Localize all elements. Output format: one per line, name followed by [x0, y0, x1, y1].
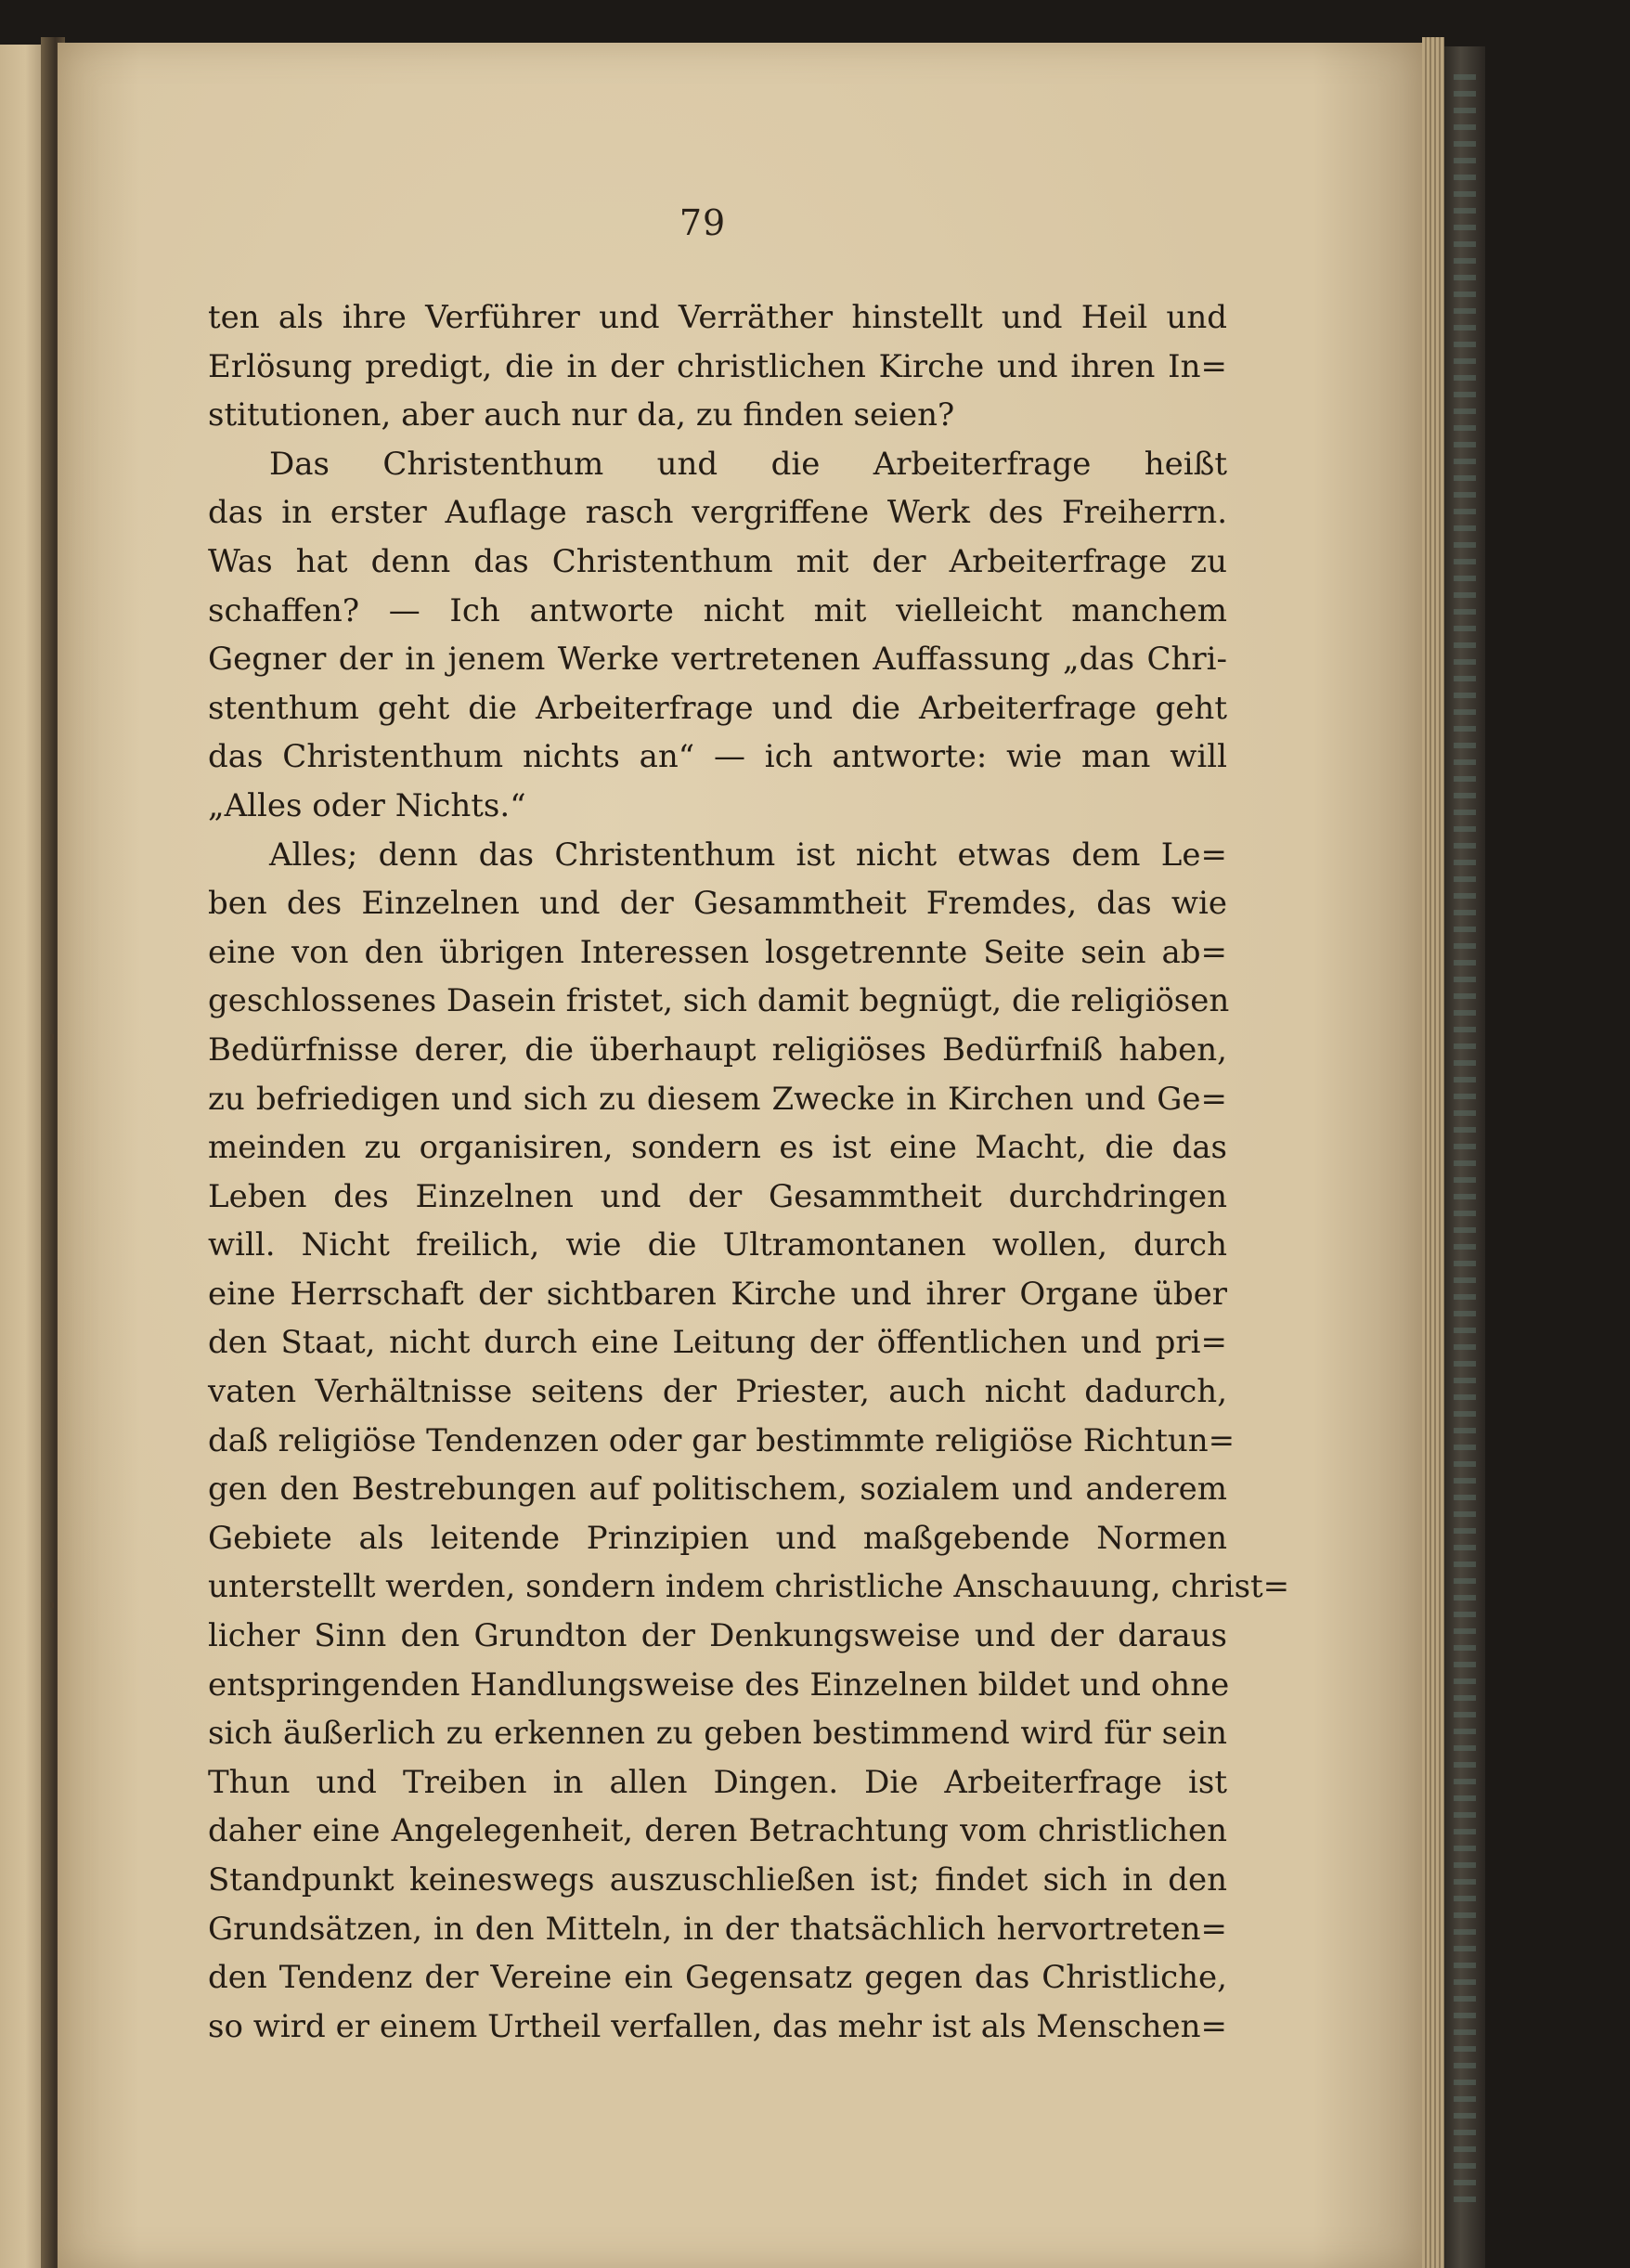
text-line: Das Christenthum und die Arbeiterfrage heißt — [269, 445, 1227, 483]
book-cover — [1444, 46, 1485, 2268]
text-line: Thun und Treiben in allen Dingen. Die Arbeiterfrage ist — [208, 1763, 1227, 1801]
text-line: entspringenden Handlungsweise des Einzelnen bildet und ohne — [208, 1665, 1230, 1704]
text-line: sich äußerlich zu erkennen zu geben bestimmend wird für sein — [208, 1715, 1227, 1753]
text-line: Alles; denn das Christenthum ist nicht etwas dem Le= — [269, 836, 1227, 874]
text-line: Grundsätzen, in den Mitteln, in der thatsächlich hervortreten= — [208, 1910, 1227, 1948]
text-line: das Christenthum nichts an“ — ich antworte: wie man will — [208, 738, 1227, 776]
text-line: zu befriedigen und sich zu diesem Zwecke in Kirchen und Ge= — [208, 1080, 1227, 1118]
text-line: unterstellt werden, sondern indem christliche Anschauung, christ= — [208, 1568, 1290, 1606]
text-line: Gegner der in jenem Werke vertretenen Auffassung „das Chri- — [208, 641, 1227, 679]
text-line: daß religiöse Tendenzen oder gar bestimmte religiöse Richtun= — [208, 1421, 1235, 1459]
text-line: den Tendenz der Vereine ein Gegensatz gegen das Christliche, — [208, 1959, 1227, 1997]
text-line: Erlösung predigt, die in der christlichen Kirche und ihren In= — [208, 347, 1227, 385]
text-line: eine von den übrigen Interessen losgetrennte Seite sein ab= — [208, 933, 1227, 971]
page-number: 79 — [679, 202, 727, 243]
text-line: will. Nicht freilich, wie die Ultramontanen wollen, durch — [208, 1226, 1227, 1264]
text-line: Standpunkt keineswegs auszuschließen ist; findet sich in den — [208, 1861, 1227, 1899]
text-line: stitutionen, aber auch nur da, zu finden seien? — [208, 396, 955, 434]
previous-page-edge — [0, 45, 46, 2268]
text-line: den Staat, nicht durch eine Leitung der öffentlichen und pri= — [208, 1324, 1227, 1362]
text-line: daher eine Angelegenheit, deren Betrachtung vom christlichen — [208, 1812, 1227, 1850]
text-line: so wird er einem Urtheil verfallen, das mehr ist als Menschen= — [208, 2007, 1227, 2045]
body-text — [208, 293, 1290, 2051]
text-line: ten als ihre Verführer und Verräther hinstellt und Heil und — [208, 299, 1227, 336]
text-line: vaten Verhältnisse seitens der Priester, auch nicht dadurch, — [208, 1373, 1227, 1411]
text-line: Leben des Einzelnen und der Gesammtheit durchdringen — [208, 1177, 1227, 1215]
text-line: gen den Bestrebungen auf politischem, sozialem und anderem — [208, 1471, 1227, 1509]
text-line: meinden zu organisiren, sondern es ist eine Macht, die das — [208, 1129, 1227, 1167]
margin-mark — [50, 1602, 54, 1608]
text-line: „Alles oder Nichts.“ — [208, 786, 526, 824]
text-line: Bedürfnisse derer, die überhaupt religiöses Bedürfniß haben, — [208, 1030, 1227, 1069]
text-line: licher Sinn den Grundton der Denkungsweise und der daraus — [208, 1617, 1227, 1655]
page-edges — [1422, 37, 1444, 2268]
book-page — [58, 43, 1422, 2268]
text-line: geschlossenes Dasein fristet, sich damit begnügt, die religiösen — [208, 982, 1230, 1020]
text-line: Gebiete als leitende Prinzipien und maßgebende Normen — [208, 1519, 1227, 1557]
text-line: ben des Einzelnen und der Gesammtheit Fremdes, das wie — [208, 885, 1227, 923]
text-line: schaffen? — Ich antworte nicht mit vielleicht manchem — [208, 591, 1227, 629]
text-line: Was hat denn das Christenthum mit der Arbeiterfrage zu — [208, 542, 1227, 580]
margin-mark — [50, 1034, 54, 1040]
text-line: das in erster Auflage rasch vergriffene Werk des Freiherrn. — [208, 494, 1227, 532]
text-line: stenthum geht die Arbeiterfrage und die Arbeiterfrage geht — [208, 689, 1227, 727]
text-line: eine Herrschaft der sichtbaren Kirche und ihrer Organe über — [208, 1275, 1227, 1313]
